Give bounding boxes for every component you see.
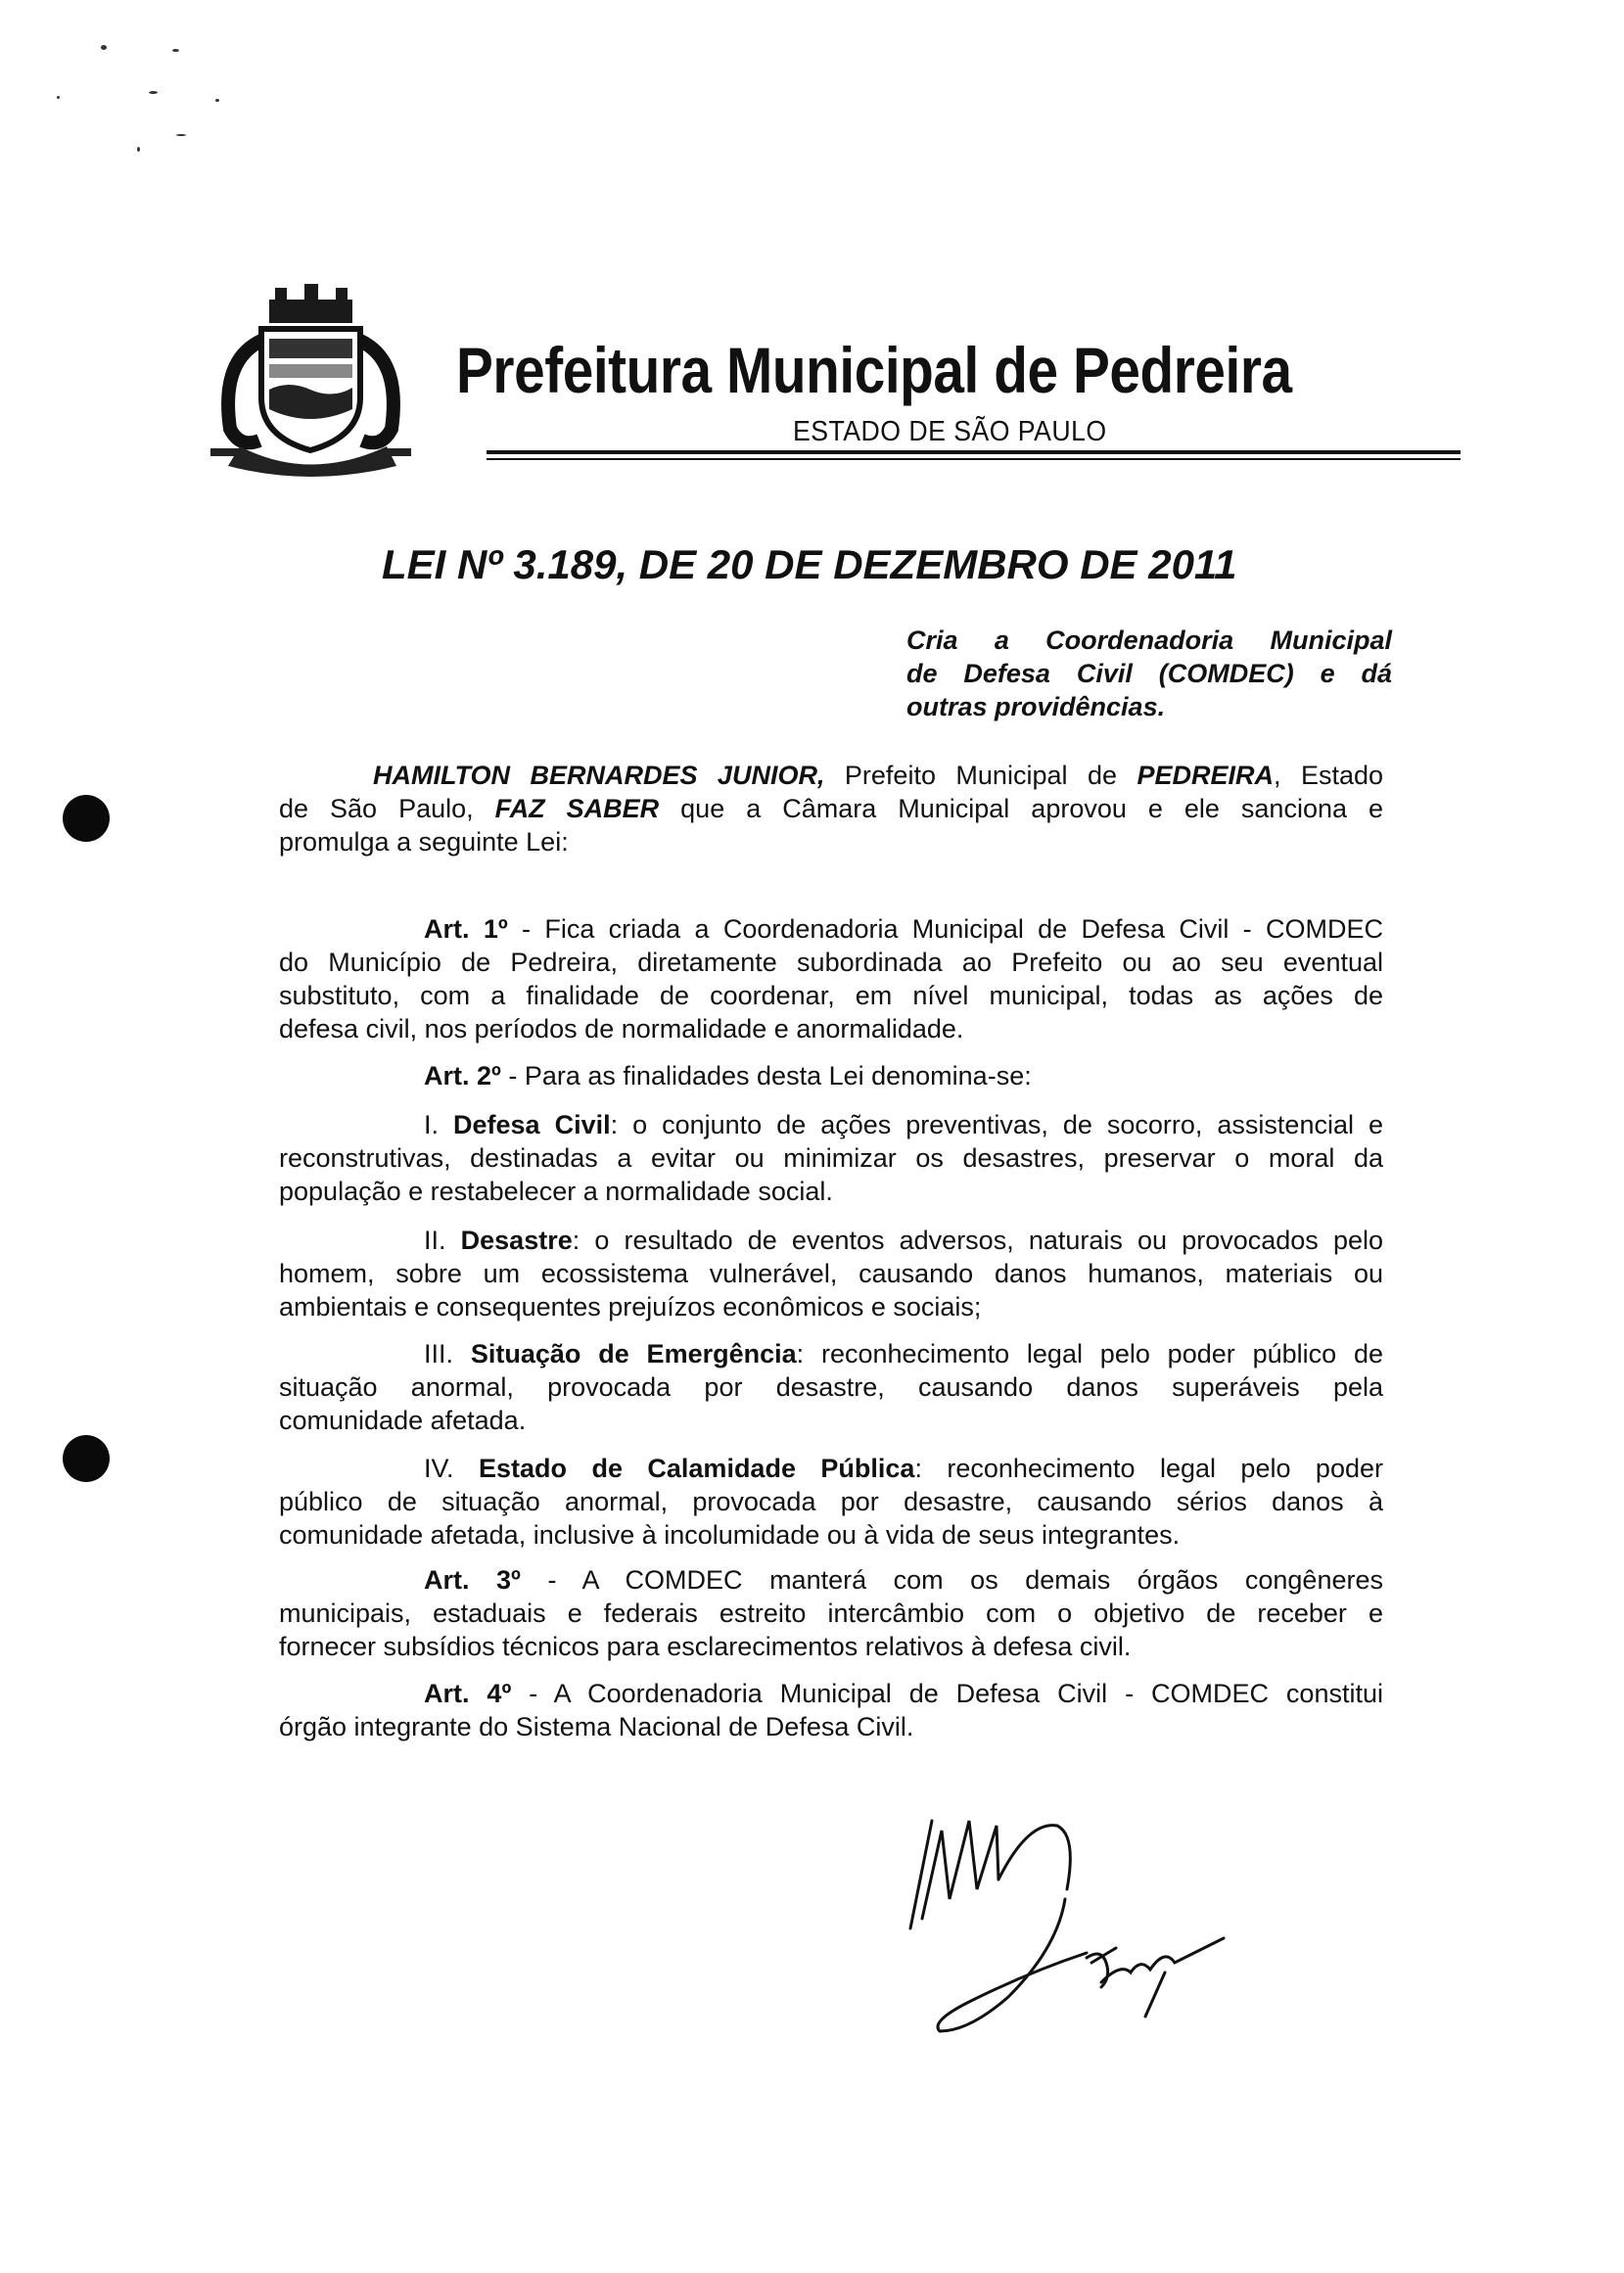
paragraph-line <box>279 1452 1383 1485</box>
article-label: Art. 3º <box>424 1565 521 1595</box>
scan-speck <box>137 147 140 152</box>
intro-text: Prefeito Municipal de <box>824 761 1137 790</box>
item-number: III. <box>424 1339 471 1368</box>
paragraph-line <box>279 1059 1383 1092</box>
item-term: Estado de Calamidade Pública <box>478 1454 915 1483</box>
paragraph-line: homem, sobre um ecossistema vulnerável, causando danos humanos, materiais ou <box>279 1259 1383 1288</box>
item-text: : o resultado de eventos adversos, naturais ou provocados pelo <box>572 1226 1383 1255</box>
intro-text: de São Paulo, <box>279 794 495 823</box>
paragraph-line <box>279 1563 1383 1597</box>
signature-icon <box>891 1801 1263 2046</box>
coat-of-arms-icon <box>201 282 421 478</box>
law-title: LEI Nº 3.189, DE 20 DE DEZEMBRO DE 2011 <box>382 541 1237 587</box>
paragraph-line: ambientais e consequentes prejuízos econômicos e sociais; <box>279 1292 982 1322</box>
item-text: : reconhecimento legal pelo poder <box>914 1454 1383 1483</box>
header-subtitle: ESTADO DE SÃO PAULO <box>793 416 1107 447</box>
item-2 <box>279 1224 1383 1323</box>
item-number: I. <box>424 1110 454 1139</box>
header-rule-thin <box>487 458 1461 460</box>
paragraph-line <box>279 792 1383 825</box>
intro-paragraph <box>279 759 1383 858</box>
article-1 <box>279 912 1383 1045</box>
mayor-name: HAMILTON BERNARDES JUNIOR, <box>373 761 825 790</box>
scan-speck <box>215 99 219 102</box>
item-number: II. <box>424 1226 461 1255</box>
item-4 <box>279 1452 1383 1552</box>
paragraph-line <box>279 1677 1383 1710</box>
item-term: Situação de Emergência <box>470 1339 797 1368</box>
item-3 <box>279 1337 1383 1437</box>
paragraph-line: fornecer subsídios técnicos para esclarecimentos relativos à defesa civil. <box>279 1632 1132 1661</box>
article-3 <box>279 1563 1383 1663</box>
paragraph-line: defesa civil, nos períodos de normalidade e anormalidade. <box>279 1014 964 1044</box>
item-text: : reconhecimento legal pelo poder público de <box>796 1339 1383 1368</box>
paragraph-line <box>279 1224 1383 1257</box>
paragraph-line: reconstrutivas, destinadas a evitar ou minimizar os desastres, preservar o moral da <box>279 1143 1383 1173</box>
scan-speck <box>176 134 186 136</box>
intro-text: que a Câmara Municipal aprovou e ele sanciona e <box>659 794 1384 823</box>
paragraph-line <box>279 759 1383 792</box>
intro-text: , Estado <box>1273 761 1384 790</box>
scan-speck <box>57 96 60 99</box>
paragraph-line: promulga a seguinte Lei: <box>279 827 569 857</box>
ementa-line: de Defesa Civil (COMDEC) e dá <box>906 659 1392 688</box>
item-1 <box>279 1108 1383 1208</box>
paragraph-line: público de situação anormal, provocada por desastre, causando sérios danos à <box>279 1487 1383 1516</box>
item-text: : o conjunto de ações preventivas, de socorro, assistencial e <box>610 1110 1383 1139</box>
item-term: Desastre <box>460 1226 573 1255</box>
faz-saber: FAZ SABER <box>494 794 660 823</box>
paragraph-line <box>279 912 1383 946</box>
paragraph-line <box>279 1337 1383 1370</box>
punch-hole-icon <box>63 795 110 842</box>
article-4 <box>279 1677 1383 1743</box>
paragraph-line: comunidade afetada, inclusive à incolumidade ou à vida de seus integrantes. <box>279 1520 1181 1550</box>
scan-speck <box>172 49 179 52</box>
article-text: - A Coordenadoria Municipal de Defesa Civil - COMDEC constitui <box>511 1679 1383 1708</box>
article-label: Art. 2º <box>424 1061 501 1090</box>
law-ementa <box>906 624 1392 723</box>
ementa-line: Cria a Coordenadoria Municipal <box>906 626 1392 655</box>
city-name: PEDREIRA <box>1137 761 1274 790</box>
paragraph-line <box>279 1108 1383 1141</box>
article-label: Art. 1º <box>424 914 508 944</box>
article-label: Art. 4º <box>424 1679 512 1708</box>
article-2 <box>279 1059 1383 1092</box>
paragraph-line: comunidade afetada. <box>279 1406 527 1435</box>
header-rule <box>487 450 1461 454</box>
item-number: IV. <box>424 1454 479 1483</box>
paragraph-line: órgão integrante do Sistema Nacional de Defesa Civil. <box>279 1712 914 1741</box>
ementa-line: outras providências. <box>906 692 1166 721</box>
article-text: - A COMDEC manterá com os demais órgãos congêneres <box>520 1565 1383 1595</box>
paragraph-line: municipais, estaduais e federais estreito intercâmbio com o objetivo de receber e <box>279 1599 1383 1628</box>
article-text: - Para as finalidades desta Lei denomina-se: <box>500 1061 1032 1090</box>
paragraph-line: substituto, com a finalidade de coordenar, em nível municipal, todas as ações de <box>279 981 1383 1010</box>
punch-hole-icon <box>63 1435 110 1482</box>
paragraph-line: população e restabelecer a normalidade social. <box>279 1177 833 1206</box>
article-text: - Fica criada a Coordenadoria Municipal de Defesa Civil - COMDEC <box>507 914 1383 944</box>
scan-speck <box>149 91 158 94</box>
item-term: Defesa Civil <box>453 1110 611 1139</box>
paragraph-line: do Município de Pedreira, diretamente subordinada ao Prefeito ou ao seu eventual <box>279 948 1383 977</box>
scan-speck <box>101 45 107 50</box>
paragraph-line: situação anormal, provocada por desastre, causando danos superáveis pela <box>279 1372 1383 1402</box>
header-title: Prefeitura Municipal de Pedreira <box>456 334 1292 406</box>
